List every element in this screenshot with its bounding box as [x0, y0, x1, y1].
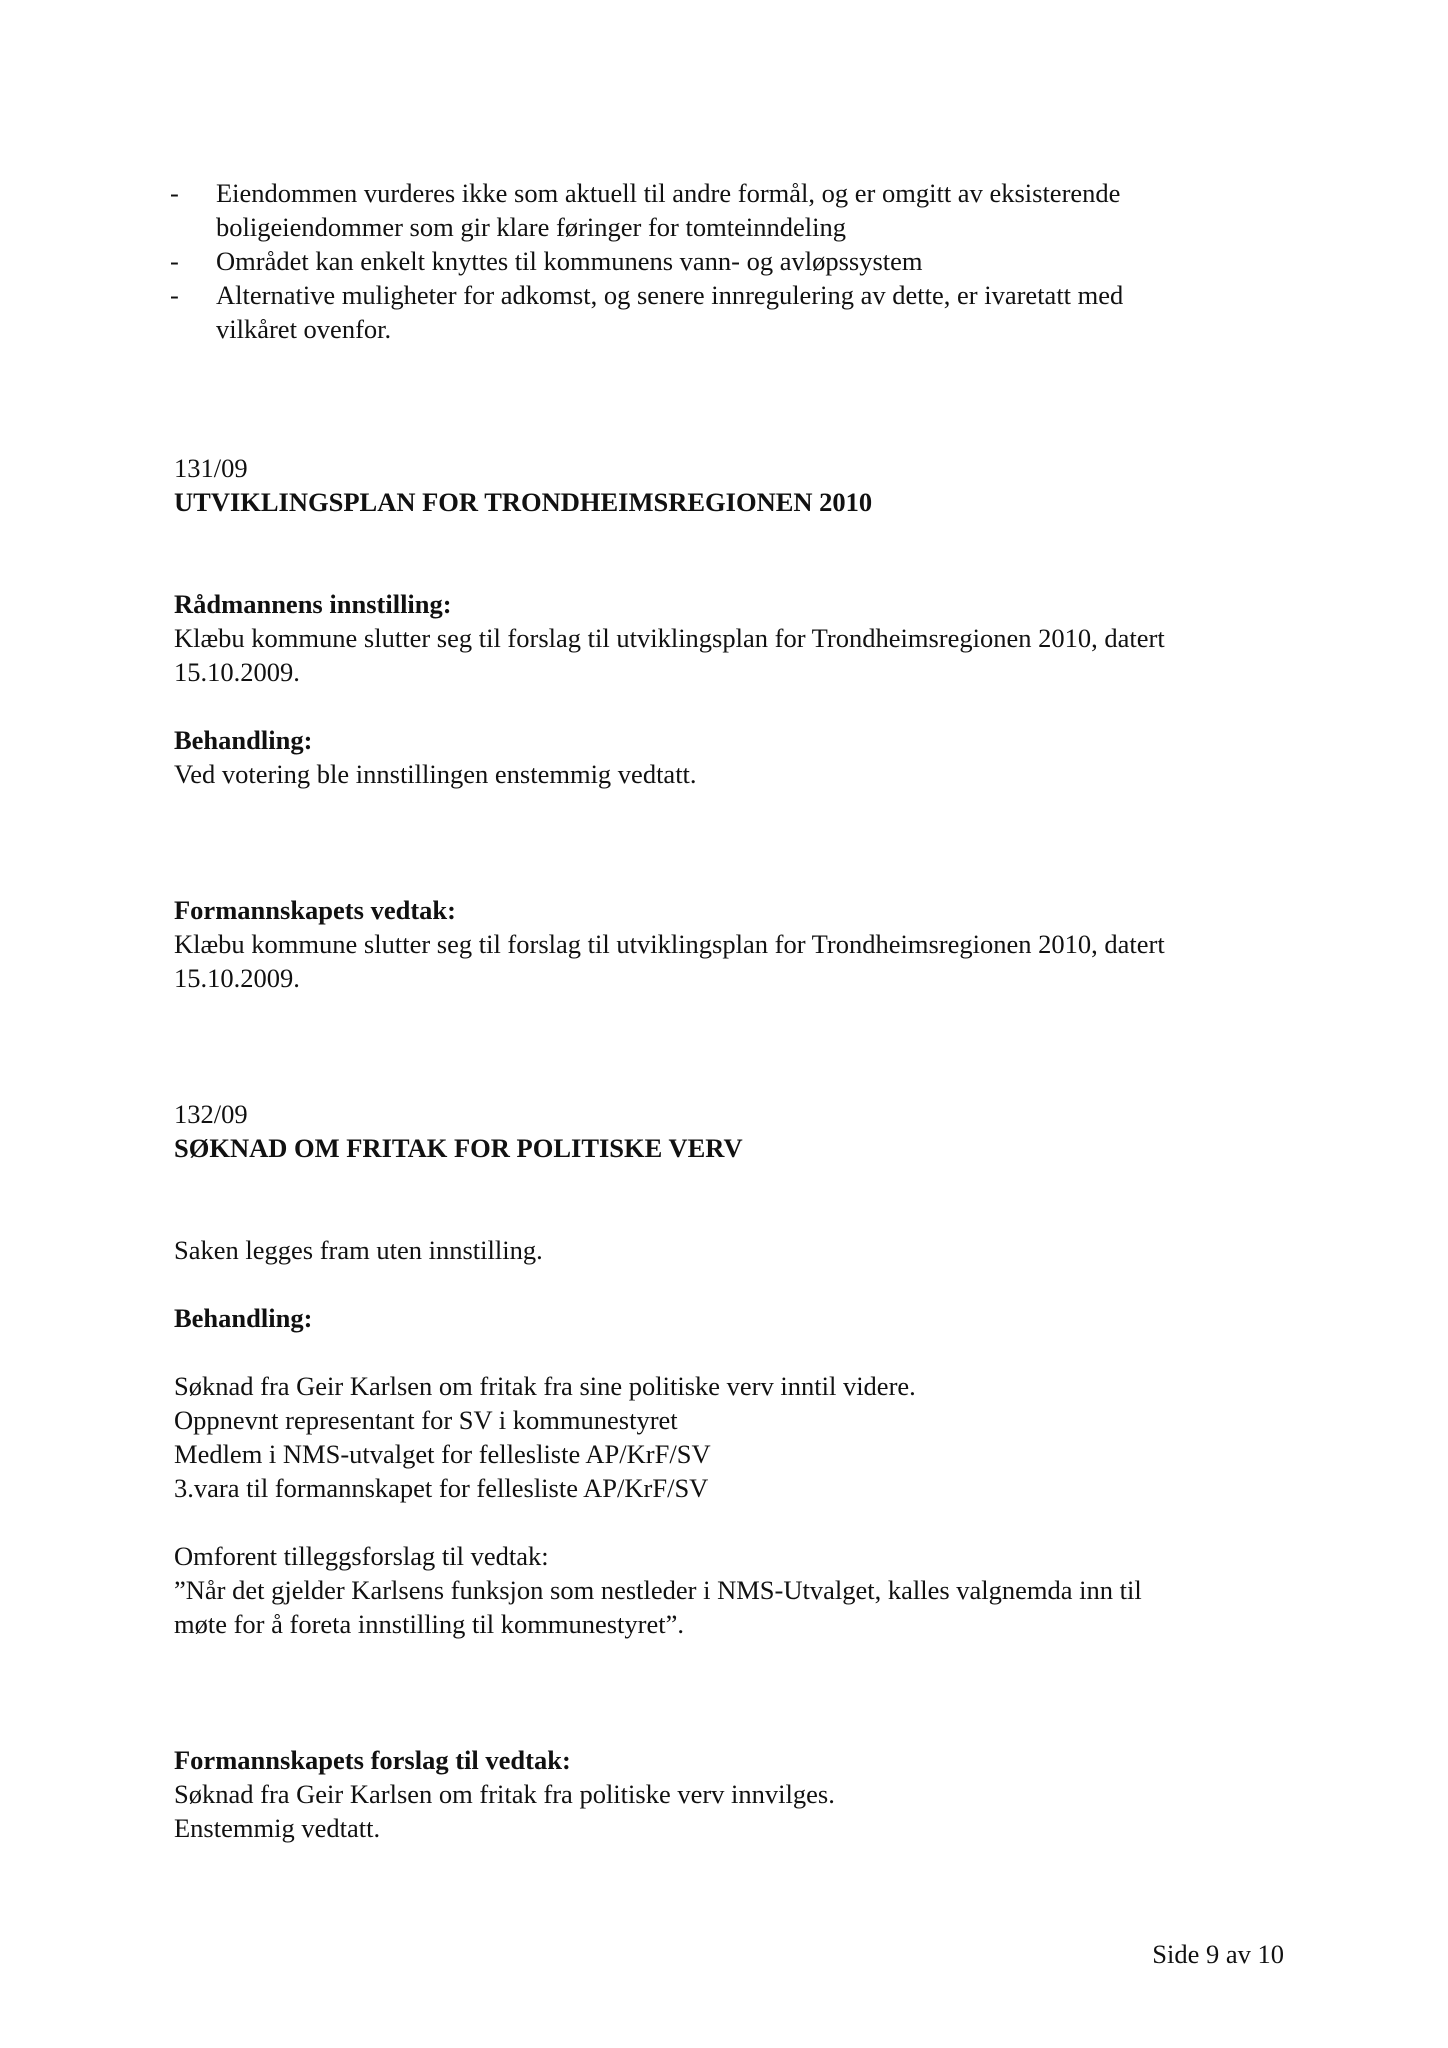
amendment-text-line: møte for å foreta innstilling til kommunestyret”.	[174, 1609, 685, 1639]
decision-text-line: Enstemmig vedtatt.	[174, 1813, 381, 1843]
bullet-text-line: Alternative muligheter for adkomst, og senere innregulering av dette, er ivaretatt med	[216, 280, 1124, 310]
case-title: SØKNAD OM FRITAK FOR POLITISKE VERV	[174, 1133, 743, 1163]
recommendation-text-line: Klæbu kommune slutter seg til forslag til utviklingsplan for Trondheimsregionen 2010, datert	[174, 623, 1165, 653]
decision-text-line: 15.10.2009.	[174, 963, 300, 993]
recommendation-text-line: 15.10.2009.	[174, 657, 300, 687]
case-number: 132/09	[174, 1099, 248, 1129]
amendment-heading: Omforent tilleggsforslag til vedtak:	[174, 1541, 549, 1571]
bullet-text-line: boligeiendommer som gir klare føringer for tomteinndeling	[216, 212, 846, 242]
case-intro: Saken legges fram uten innstilling.	[174, 1235, 543, 1265]
treatment-text-line: Oppnevnt representant for SV i kommunestyret	[174, 1405, 678, 1435]
decision-text-line: Søknad fra Geir Karlsen om fritak fra politiske verv innvilges.	[174, 1779, 835, 1809]
case-title: UTVIKLINGSPLAN FOR TRONDHEIMSREGIONEN 2010	[174, 487, 873, 517]
treatment-heading: Behandling:	[174, 725, 313, 755]
page-number: Side 9 av 10	[1152, 1939, 1284, 1969]
treatment-text-line: 3.vara til formannskapet for fellesliste AP/KrF/SV	[174, 1473, 709, 1503]
bullet-marker: -	[170, 280, 179, 310]
bullet-text-line: Eiendommen vurderes ikke som aktuell til andre formål, og er omgitt av eksisterende	[216, 178, 1121, 208]
treatment-text-line: Medlem i NMS-utvalget for fellesliste AP/KrF/SV	[174, 1439, 711, 1469]
decision-heading: Formannskapets forslag til vedtak:	[174, 1745, 571, 1775]
treatment-text: Ved votering ble innstillingen enstemmig vedtatt.	[174, 759, 697, 789]
bullet-text-line: vilkåret ovenfor.	[216, 314, 392, 344]
bullet-marker: -	[170, 246, 179, 276]
decision-heading: Formannskapets vedtak:	[174, 895, 456, 925]
amendment-text-line: ”Når det gjelder Karlsens funksjon som nestleder i NMS-Utvalget, kalles valgnemda inn til	[174, 1575, 1142, 1605]
treatment-heading: Behandling:	[174, 1303, 313, 1333]
bullet-marker: -	[170, 178, 179, 208]
bullet-text-line: Området kan enkelt knyttes til kommunens vann- og avløpssystem	[216, 246, 923, 276]
treatment-text-line: Søknad fra Geir Karlsen om fritak fra sine politiske verv inntil videre.	[174, 1371, 916, 1401]
recommendation-heading: Rådmannens innstilling:	[174, 589, 452, 619]
case-number: 131/09	[174, 453, 248, 483]
decision-text-line: Klæbu kommune slutter seg til forslag til utviklingsplan for Trondheimsregionen 2010, datert	[174, 929, 1165, 959]
